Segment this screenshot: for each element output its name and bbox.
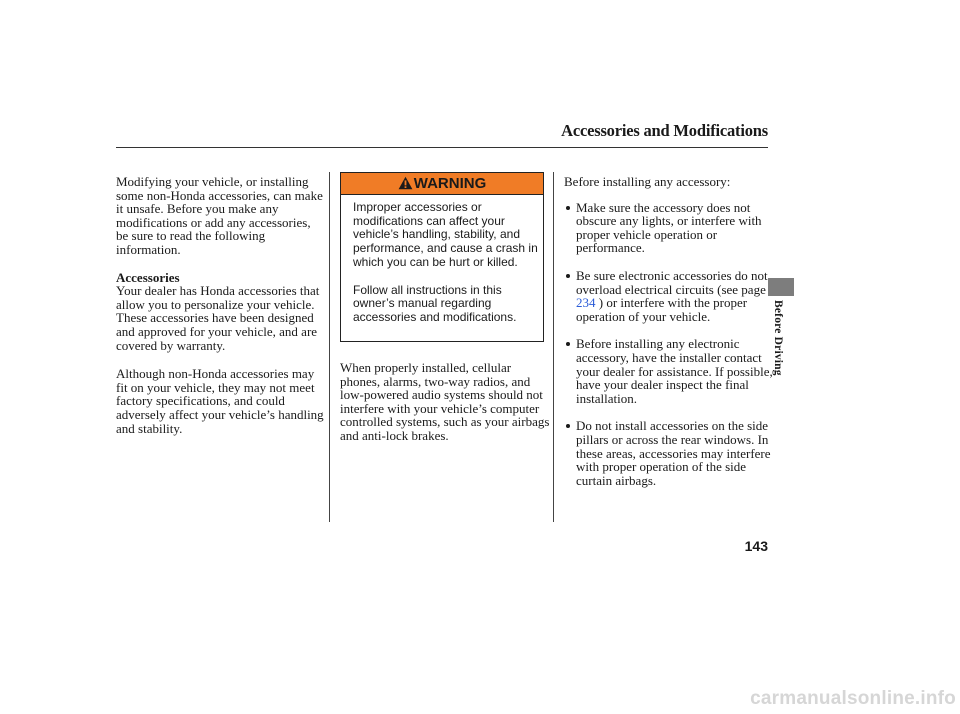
warning-body bbox=[353, 201, 539, 325]
warning-box bbox=[340, 172, 544, 342]
checklist-intro: Before installing any accessory: bbox=[564, 174, 731, 189]
list-item-text: Before installing any electronic accessory, have the installer contact your dealer for assistance. If possible, have your dealer inspect the final installation. bbox=[576, 336, 773, 406]
title-divider bbox=[116, 147, 768, 148]
non-honda-paragraph: Although non-Honda accessories may fit on your vehicle, they may not meet factory specifications, and could adversely affect your vehicle’s handling and stability. bbox=[116, 366, 324, 436]
column-divider-left bbox=[329, 172, 330, 522]
warning-banner bbox=[341, 173, 543, 195]
column-left bbox=[116, 175, 326, 435]
page-title: Accessories and Modifications bbox=[561, 121, 768, 140]
checklist bbox=[564, 201, 776, 488]
bullet-icon bbox=[566, 274, 570, 278]
list-item-text: Make sure the accessory does not obscure any lights, or interfere with proper vehicle operation or performance. bbox=[576, 199, 762, 256]
section-heading-accessories: Accessories bbox=[116, 269, 180, 285]
watermark: carmanualsonline.info bbox=[750, 688, 956, 709]
list-item bbox=[564, 419, 776, 487]
column-divider-right bbox=[553, 172, 554, 522]
warning-text-hazard: Improper accessories or modifications can affect your vehicle’s handling, stability, and performance, and cause a crash in which you can be hurt or killed. bbox=[353, 200, 538, 269]
bullet-icon bbox=[566, 342, 570, 346]
warning-triangle-icon bbox=[398, 175, 413, 196]
page-reference-link[interactable]: 234 bbox=[576, 295, 596, 311]
warning-text-instruction: Follow all instructions in this owner’s manual regarding accessories and modifications. bbox=[353, 282, 517, 324]
intro-paragraph: Modifying your vehicle, or installing some non-Honda accessories, can make it unsafe. Before you make any modifications or add any accessories, be sure to read the following information. bbox=[116, 174, 323, 257]
list-item-text-end: ) or interfere with the proper operation of your vehicle. bbox=[576, 295, 748, 324]
page-number: 143 bbox=[744, 538, 768, 554]
column-right bbox=[564, 175, 776, 487]
section-side-label bbox=[772, 300, 792, 470]
list-item-text: Do not install accessories on the side pillars or across the rear windows. In these areas, accessories may interfere with proper operation of the side curtain airbags. bbox=[576, 418, 771, 488]
section-tab-marker bbox=[768, 278, 794, 296]
list-item-text-start: Be sure electronic accessories do not overload electrical circuits (see page bbox=[576, 267, 768, 297]
accessories-paragraph: Your dealer has Honda accessories that allow you to personalize your vehicle. These accessories have been designed and approved for your vehicle, and are covered by warranty. bbox=[116, 283, 320, 353]
list-item bbox=[564, 201, 776, 255]
bullet-icon bbox=[566, 424, 570, 428]
list-item bbox=[564, 269, 776, 323]
electronics-paragraph: When properly installed, cellular phones, alarms, two-way radios, and low-powered audio systems should not interfere with your vehicle’s computer controlled systems, such as your airbags and anti-lock brakes. bbox=[340, 360, 550, 443]
warning-label: WARNING bbox=[413, 175, 487, 192]
list-item bbox=[564, 337, 776, 405]
section-side-label-text: Before Driving bbox=[772, 300, 784, 376]
bullet-icon bbox=[566, 206, 570, 210]
